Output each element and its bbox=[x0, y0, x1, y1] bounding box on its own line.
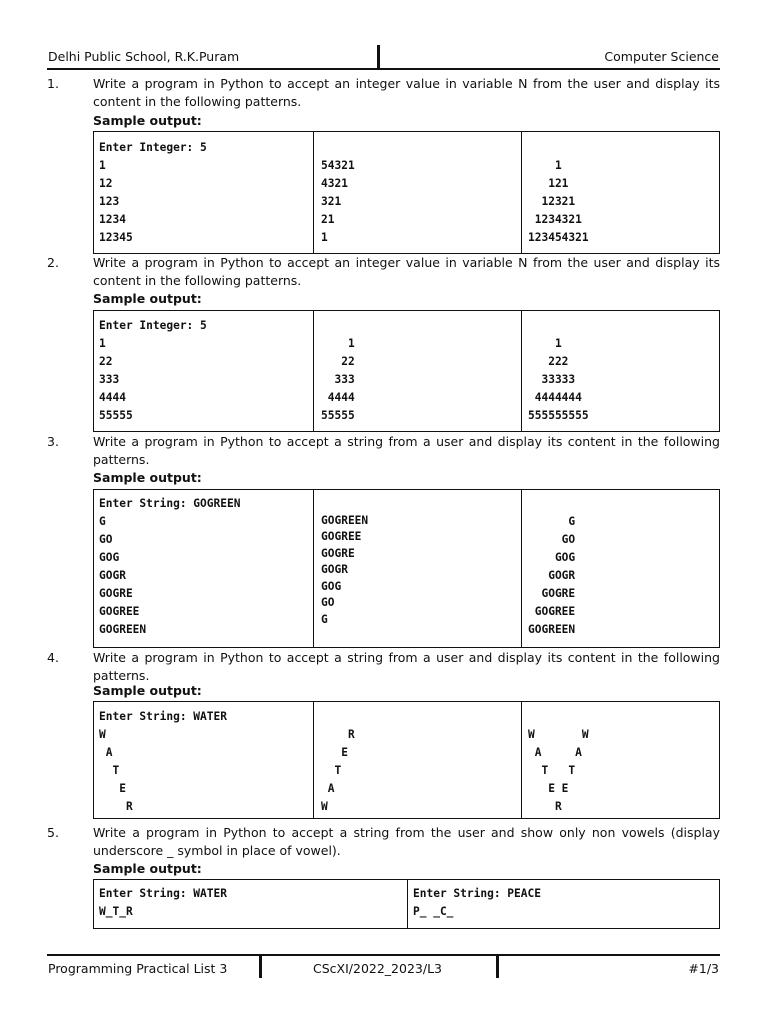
pattern-text: W W A A T T E E R bbox=[528, 728, 589, 813]
pattern-text: GOGREEN GOGREE GOGRE GOGR GOG GO G bbox=[321, 513, 369, 626]
footer-divider bbox=[259, 956, 262, 978]
pattern-text: Enter String: WATER W A T E R bbox=[99, 710, 227, 813]
sample-output-box-1 bbox=[93, 131, 720, 254]
sample-output-label: Sample output: bbox=[93, 113, 202, 128]
question-text: Write a program in Python to accept a string from the user and show only non vowels (display underscore _ symbol in place of vowel). bbox=[93, 825, 720, 858]
question-number: 3. bbox=[47, 434, 59, 449]
pattern-text: Enter String: PEACE P_ _C_ bbox=[413, 887, 541, 918]
pattern-text: 54321 4321 321 21 1 bbox=[321, 159, 355, 244]
question-1 bbox=[47, 75, 720, 111]
sample-output-box-4 bbox=[93, 701, 720, 819]
sample-output-box-5 bbox=[93, 879, 720, 929]
page-header bbox=[47, 47, 720, 70]
question-3 bbox=[47, 433, 720, 469]
pattern-text: 1 121 12321 1234321 123454321 bbox=[528, 159, 589, 244]
footer-divider bbox=[496, 956, 499, 978]
question-number: 2. bbox=[47, 255, 59, 270]
question-text: Write a program in Python to accept a string from a user and display its content in the following patterns. bbox=[93, 434, 720, 467]
sample-output-box-2 bbox=[93, 310, 720, 432]
question-5 bbox=[47, 824, 720, 860]
page-footer bbox=[47, 954, 720, 980]
pattern-text: Enter String: GOGREEN G GO GOG GOGR GOGRE GOGREE GOGREEN bbox=[99, 497, 241, 636]
pattern-text: Enter Integer: 5 1 22 333 4444 55555 bbox=[99, 319, 207, 422]
pattern-cell bbox=[94, 702, 313, 818]
question-4 bbox=[47, 649, 720, 685]
pattern-text: 1 22 333 4444 55555 bbox=[321, 337, 355, 422]
question-number: 1. bbox=[47, 76, 59, 91]
footer-title: Programming Practical List 3 bbox=[48, 961, 228, 976]
sample-output-label: Sample output: bbox=[93, 470, 202, 485]
question-number: 5. bbox=[47, 825, 59, 840]
pattern-cell bbox=[94, 132, 313, 253]
pattern-cell bbox=[521, 490, 719, 647]
footer-code: CScXI/2022_2023/L3 bbox=[313, 961, 442, 976]
pattern-cell bbox=[521, 702, 719, 818]
school-name: Delhi Public School, R.K.Puram bbox=[48, 49, 240, 64]
question-text: Write a program in Python to accept a string from a user and display its content in the following patterns. bbox=[93, 650, 720, 683]
pattern-cell bbox=[313, 490, 521, 647]
pattern-text: R E T A W bbox=[321, 728, 355, 813]
pattern-cell bbox=[94, 311, 313, 431]
sample-output-label: Sample output: bbox=[93, 683, 202, 698]
question-text: Write a program in Python to accept an integer value in variable N from the user and display its content in the following patterns. bbox=[93, 255, 720, 288]
question-number: 4. bbox=[47, 650, 59, 665]
question-2 bbox=[47, 254, 720, 290]
pattern-cell bbox=[313, 702, 521, 818]
subject-name: Computer Science bbox=[604, 49, 719, 64]
sample-output-label: Sample output: bbox=[93, 291, 202, 306]
pattern-cell bbox=[521, 132, 719, 253]
pattern-cell bbox=[313, 132, 521, 253]
page-number: #1/3 bbox=[688, 961, 719, 976]
header-divider bbox=[377, 45, 380, 70]
pattern-text: G GO GOG GOGR GOGRE GOGREE GOGREEN bbox=[528, 515, 576, 636]
pattern-cell bbox=[313, 311, 521, 431]
pattern-text: Enter String: WATER W_T_R bbox=[99, 887, 227, 918]
pattern-text: 1 222 33333 4444444 555555555 bbox=[528, 337, 589, 422]
pattern-cell bbox=[94, 880, 407, 928]
sample-output-label: Sample output: bbox=[93, 861, 202, 876]
question-text: Write a program in Python to accept an integer value in variable N from the user and display its content in the following patterns. bbox=[93, 76, 720, 109]
pattern-cell bbox=[94, 490, 313, 647]
pattern-cell bbox=[521, 311, 719, 431]
pattern-cell bbox=[407, 880, 719, 928]
sample-output-box-3 bbox=[93, 489, 720, 648]
pattern-text: Enter Integer: 5 1 12 123 1234 12345 bbox=[99, 141, 207, 244]
